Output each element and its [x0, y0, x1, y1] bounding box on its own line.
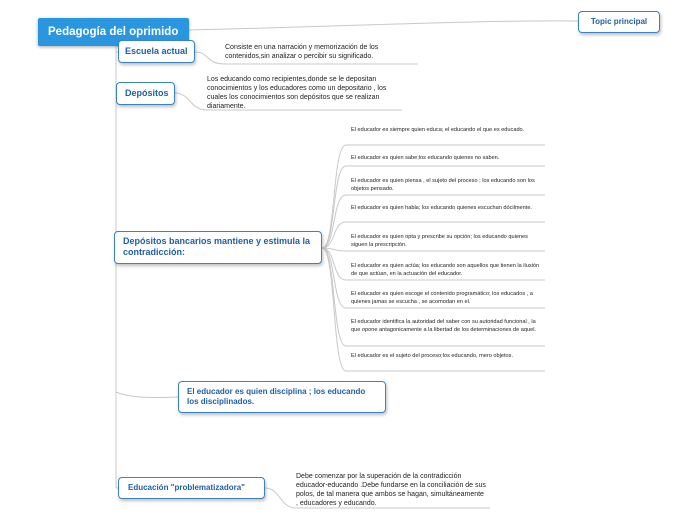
root-topic[interactable]: Pedagogía del oprimido — [38, 18, 189, 46]
contradiction-item: El educador es quien actúa; los educando son aquellos que tienen la ilusión de que actúan, en la actuación del educador. — [351, 263, 540, 277]
node-disciplina[interactable]: El educador es quien disciplina ; los educando los disciplinados. — [178, 381, 386, 413]
note-depositos: Los educando como recipientes,donde se le depositan conocimientos y los educadores como un depositario , los cuales los conocimientos son depósitos que se realizan diariamente. — [207, 76, 387, 110]
node-depositos-bancarios[interactable]: Depósitos bancarios mantiene y estimula la contradicción: — [114, 231, 322, 264]
node-educacion-problematizadora[interactable]: Educación "problematizadora" — [118, 477, 265, 499]
contradiction-item: El educador es quien sabe;los educando quienes no saben. — [351, 155, 500, 161]
contradiction-item: El educador es el sujeto del proceso;los educando, mero objetos. — [351, 353, 514, 359]
contradiction-item: El educador identifica la autoridad del saber con su autoridad funcional , la que opone antagonicamente a la libertad de los determinaciones de aquel. — [351, 319, 537, 333]
note-educacion-problematizadora: Debe comenzar por la superación de la contradicción educador-educando .Debe fundarse en la conciliación de sus polos, de tal manera que ambos se hagan, simultáneamente , educadores y educando. — [296, 473, 486, 507]
topic-principal[interactable]: Topic principal — [578, 11, 660, 33]
contradiction-item: El educador es quien habla; los educando quienes escuchan dócilmente. — [351, 205, 532, 211]
note-escuela-actual: Consiste en una narración y memorización de los contenidos,sin analizar o percibir su significado. — [225, 44, 379, 60]
contradiction-item: El educador es quien escoge el contenido programático; los educados , a quienes jamas se escucha , se acomodan en el. — [351, 291, 533, 305]
contradiction-item: El educador es quien piensa , el sujeto del proceso ; los educando son los objetos pensado. — [351, 178, 535, 192]
node-depositos[interactable]: Depósitos — [116, 82, 175, 105]
node-escuela-actual[interactable]: Escuela actual — [118, 40, 195, 63]
contradiction-item: El educador es quien opta y prescribe su opción; los educando quienes siguen la prescripción. — [351, 234, 528, 248]
contradiction-item: El educador es siempre quien educa; el educando el que es educado. — [351, 127, 525, 133]
